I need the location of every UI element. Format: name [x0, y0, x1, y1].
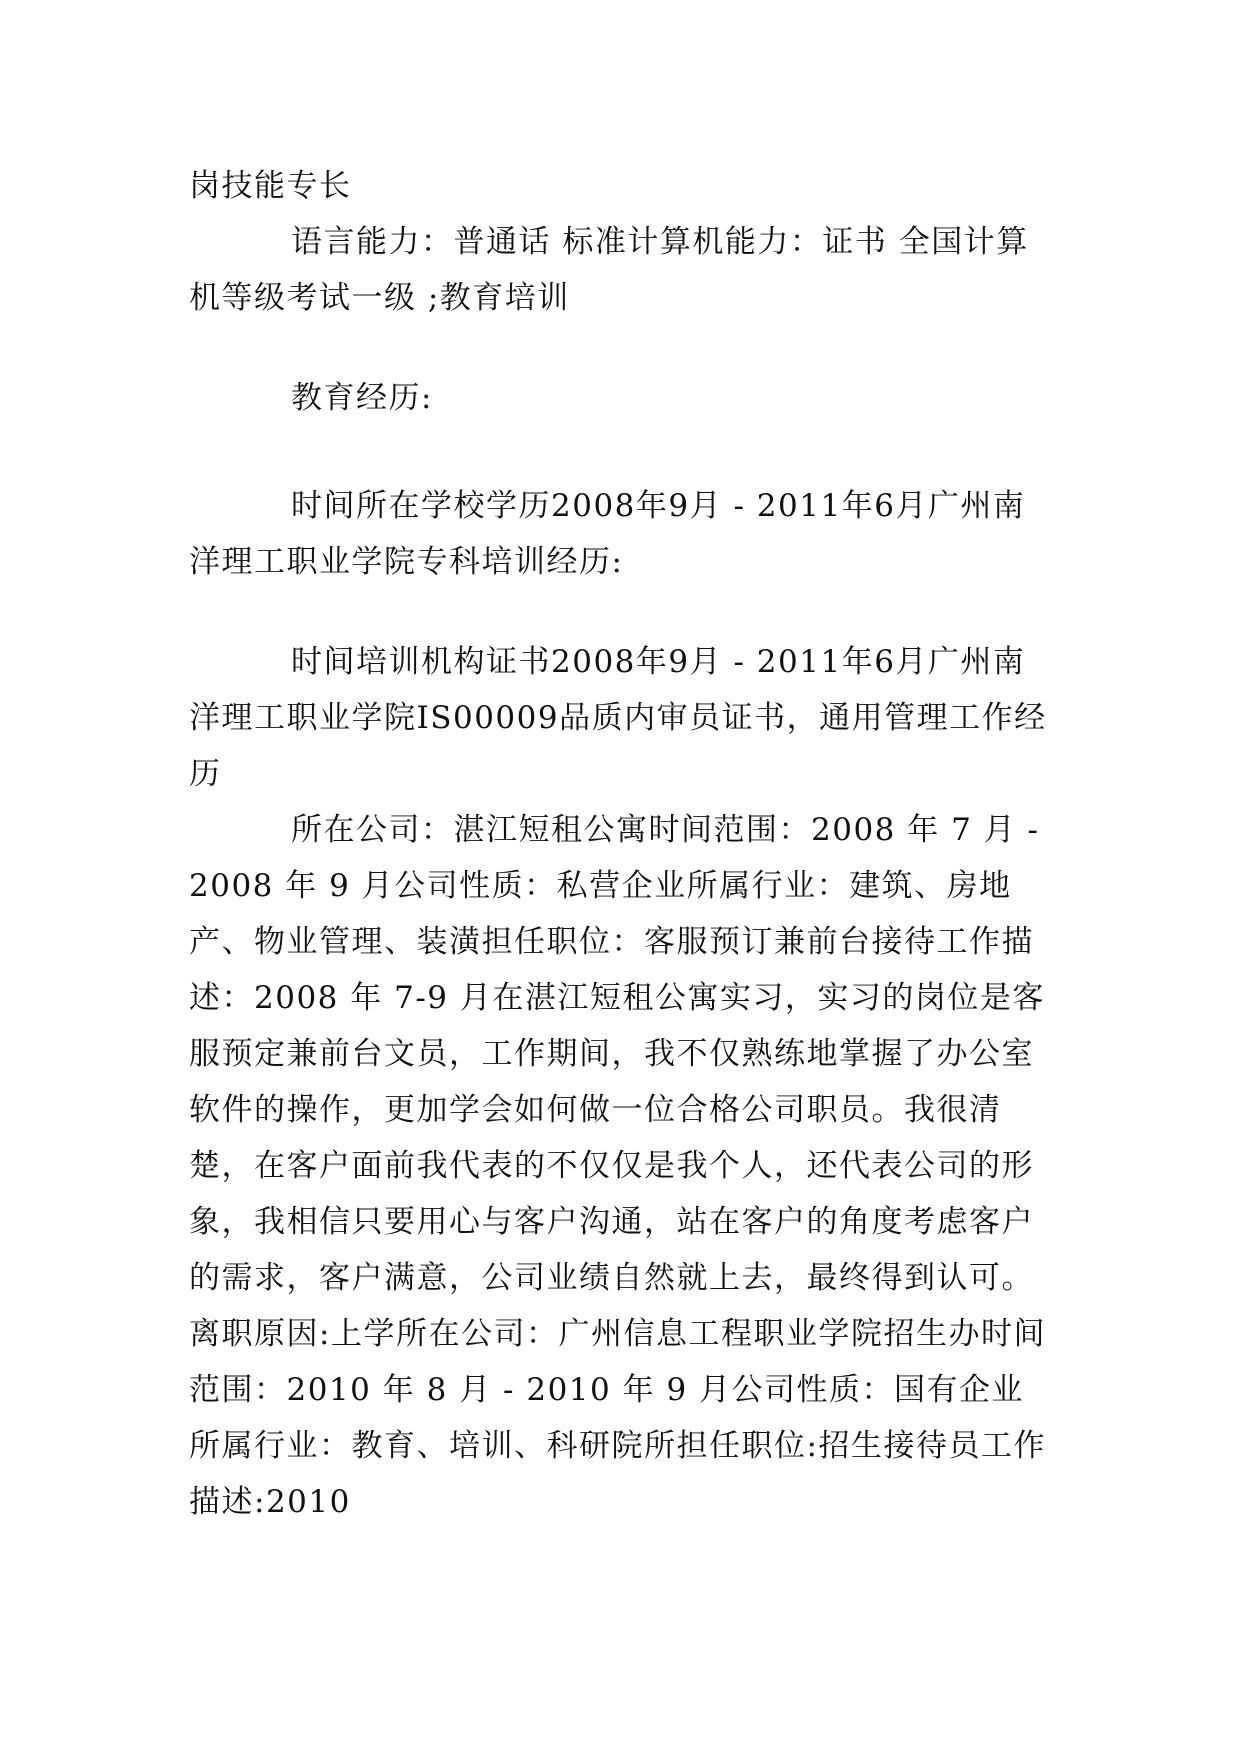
training-record-paragraph: 时间培训机构证书2008年9月 - 2011年6月广州南洋理工职业学院IS00009品质内审员证书，通用管理工作经历: [189, 644, 1047, 792]
language-computer-paragraph: 语言能力：普通话 标准计算机能力：证书 全国计算机等级考试一级 ;教育培训: [189, 224, 1029, 316]
education-record-paragraph: 时间所在学校学历2008年9月 - 2011年6月广州南洋理工职业学院专科培训经历:: [189, 488, 1026, 580]
work-experience-paragraph: 所在公司：湛江短租公寓时间范围：2008 年 7 月 - 2008 年 9 月公司性质：私营企业所属行业：建筑、房地产、物业管理、装潢担任职位：客服预订兼前台接待工作描述：2008 年 7-9 月在湛江短租公寓实习，实习的岗位是客服预定兼前台文员，工作期间，我不仅熟练地掌握了办公室软件的操作，更加学会如何做一位合格公司职员。我很清楚，在客户面前我代表的不仅仅是我个人，还代表公司的形象，我相信只要用心与客户沟通，站在客户的角度考虑客户的需求，客户满意，公司业绩自然就上去，最终得到认可。离职原因:上学所在公司：广州信息工程职业学院招生办时间范围：2010 年 8 月 - 2010 年 9 月公司性质：国有企业所属行业：教育、培训、科研院所担任职位:招生接待员工作描述:2010: [189, 812, 1046, 1520]
section-title: 岗技能专长: [189, 168, 352, 204]
education-heading: 教育经历:: [291, 380, 433, 416]
document-page: [189, 158, 1049, 1530]
